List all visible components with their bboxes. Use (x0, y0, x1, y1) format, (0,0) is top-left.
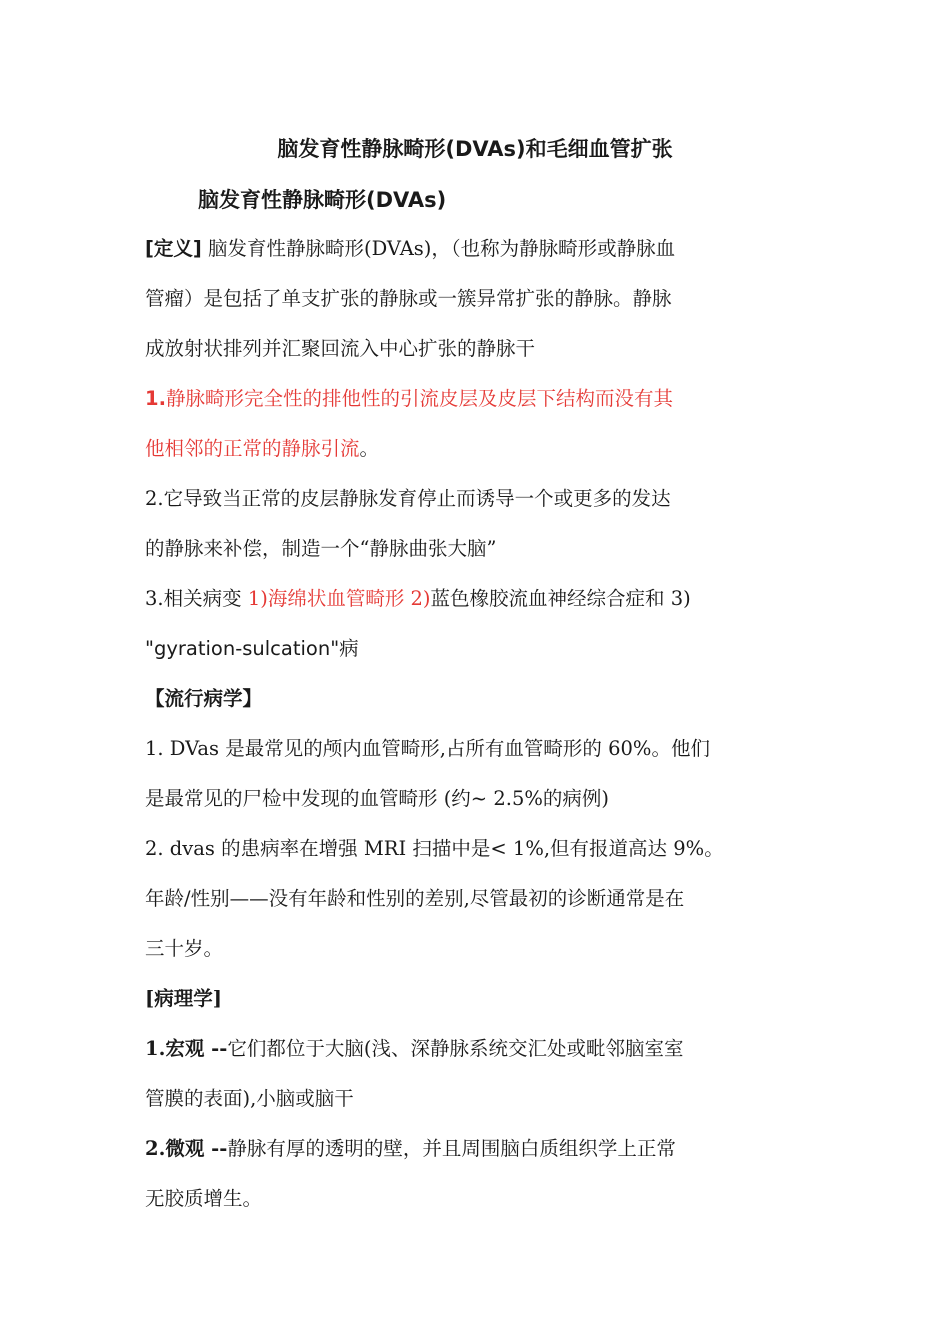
item-3-red-text: 1)海绵状血管畸形 2) (247, 587, 431, 610)
section-subtitle: 脑发育性静脉畸形(DVAs) (198, 188, 447, 212)
document-body (145, 224, 807, 1224)
item-1-text-1: 静脉畸形完全性的排他性的引流皮层及皮层下结构而没有其 (165, 387, 673, 410)
definition-label: [定义] (145, 237, 202, 260)
item-3-paragraph (145, 574, 807, 674)
item-1-line-2 (145, 424, 807, 474)
pathology-micro-line-1 (145, 1124, 807, 1174)
item-2-line-1: 2.它导致当正常的皮层静脉发育停止而诱导一个或更多的发达 (145, 487, 671, 510)
item-3-prefix: 3.相关病变 (145, 587, 248, 610)
pathology-macro-line-1 (145, 1024, 807, 1074)
item-2-line-2: 的静脉来补偿，制造一个“静脉曲张大脑” (145, 537, 497, 560)
definition-text-1: 脑发育性静脉畸形(DVAs)，（也称为静脉畸形或静脉血 (208, 237, 676, 260)
item-1-line-1 (145, 374, 807, 424)
pathology-macro-label: 1.宏观 -- (145, 1037, 228, 1060)
definition-line-2: 管瘤）是包括了单支扩张的静脉或一簇异常扩张的静脉。静脉 (145, 287, 672, 310)
definition-line-1 (145, 224, 807, 274)
item-3-line-1 (145, 574, 807, 624)
epidemiology-item-1-line-1: 1. DVas 是最常见的颅内血管畸形,占所有血管畸形的 60%。他们 (145, 737, 710, 760)
item-1-end: 。 (359, 437, 380, 460)
pathology-macro-line-2: 管膜的表面),小脑或脑干 (145, 1087, 354, 1110)
item-2-paragraph (145, 474, 807, 574)
epidemiology-item-1-line-2: 是最常见的尸检中发现的血管畸形 (约~ 2.5%的病例) (145, 787, 609, 810)
definition-line-3: 成放射状排列并汇聚回流入中心扩张的静脉干 (145, 337, 536, 360)
definition-paragraph (145, 224, 807, 374)
pathology-micro-text-1: 静脉有厚的透明的壁，并且周围脑白质组织学上正常 (227, 1137, 676, 1160)
pathology-section (145, 974, 807, 1224)
item-3-line-2: "gyration-sulcation"病 (145, 637, 359, 660)
epidemiology-section (145, 674, 807, 974)
epidemiology-item-2: 2. dvas 的患病率在增强 MRI 扫描中是< 1%,但有报道高达 9%。 (145, 837, 724, 860)
document-title: 脑发育性静脉畸形(DVAs)和毛细血管扩张 (277, 137, 673, 161)
epidemiology-age-line-2: 三十岁。 (145, 937, 224, 960)
epidemiology-age-line-1: 年龄/性别——没有年龄和性别的差别,尽管最初的诊断通常是在 (145, 887, 685, 910)
item-1-text-2: 他相邻的正常的静脉引流 (145, 437, 360, 460)
pathology-micro-line-2: 无胶质增生。 (145, 1187, 263, 1210)
pathology-macro-text-1: 它们都位于大脑(浅、深静脉系统交汇处或毗邻脑室室 (227, 1037, 684, 1060)
epidemiology-heading: 【流行病学】 (145, 687, 263, 710)
pathology-heading: [病理学] (145, 987, 222, 1010)
pathology-micro-label: 2.微观 -- (145, 1137, 228, 1160)
item-1-number: 1. (145, 387, 166, 410)
item-3-rest: 蓝色橡胶流血神经综合症和 3) (430, 587, 691, 610)
item-1-paragraph (145, 374, 807, 474)
